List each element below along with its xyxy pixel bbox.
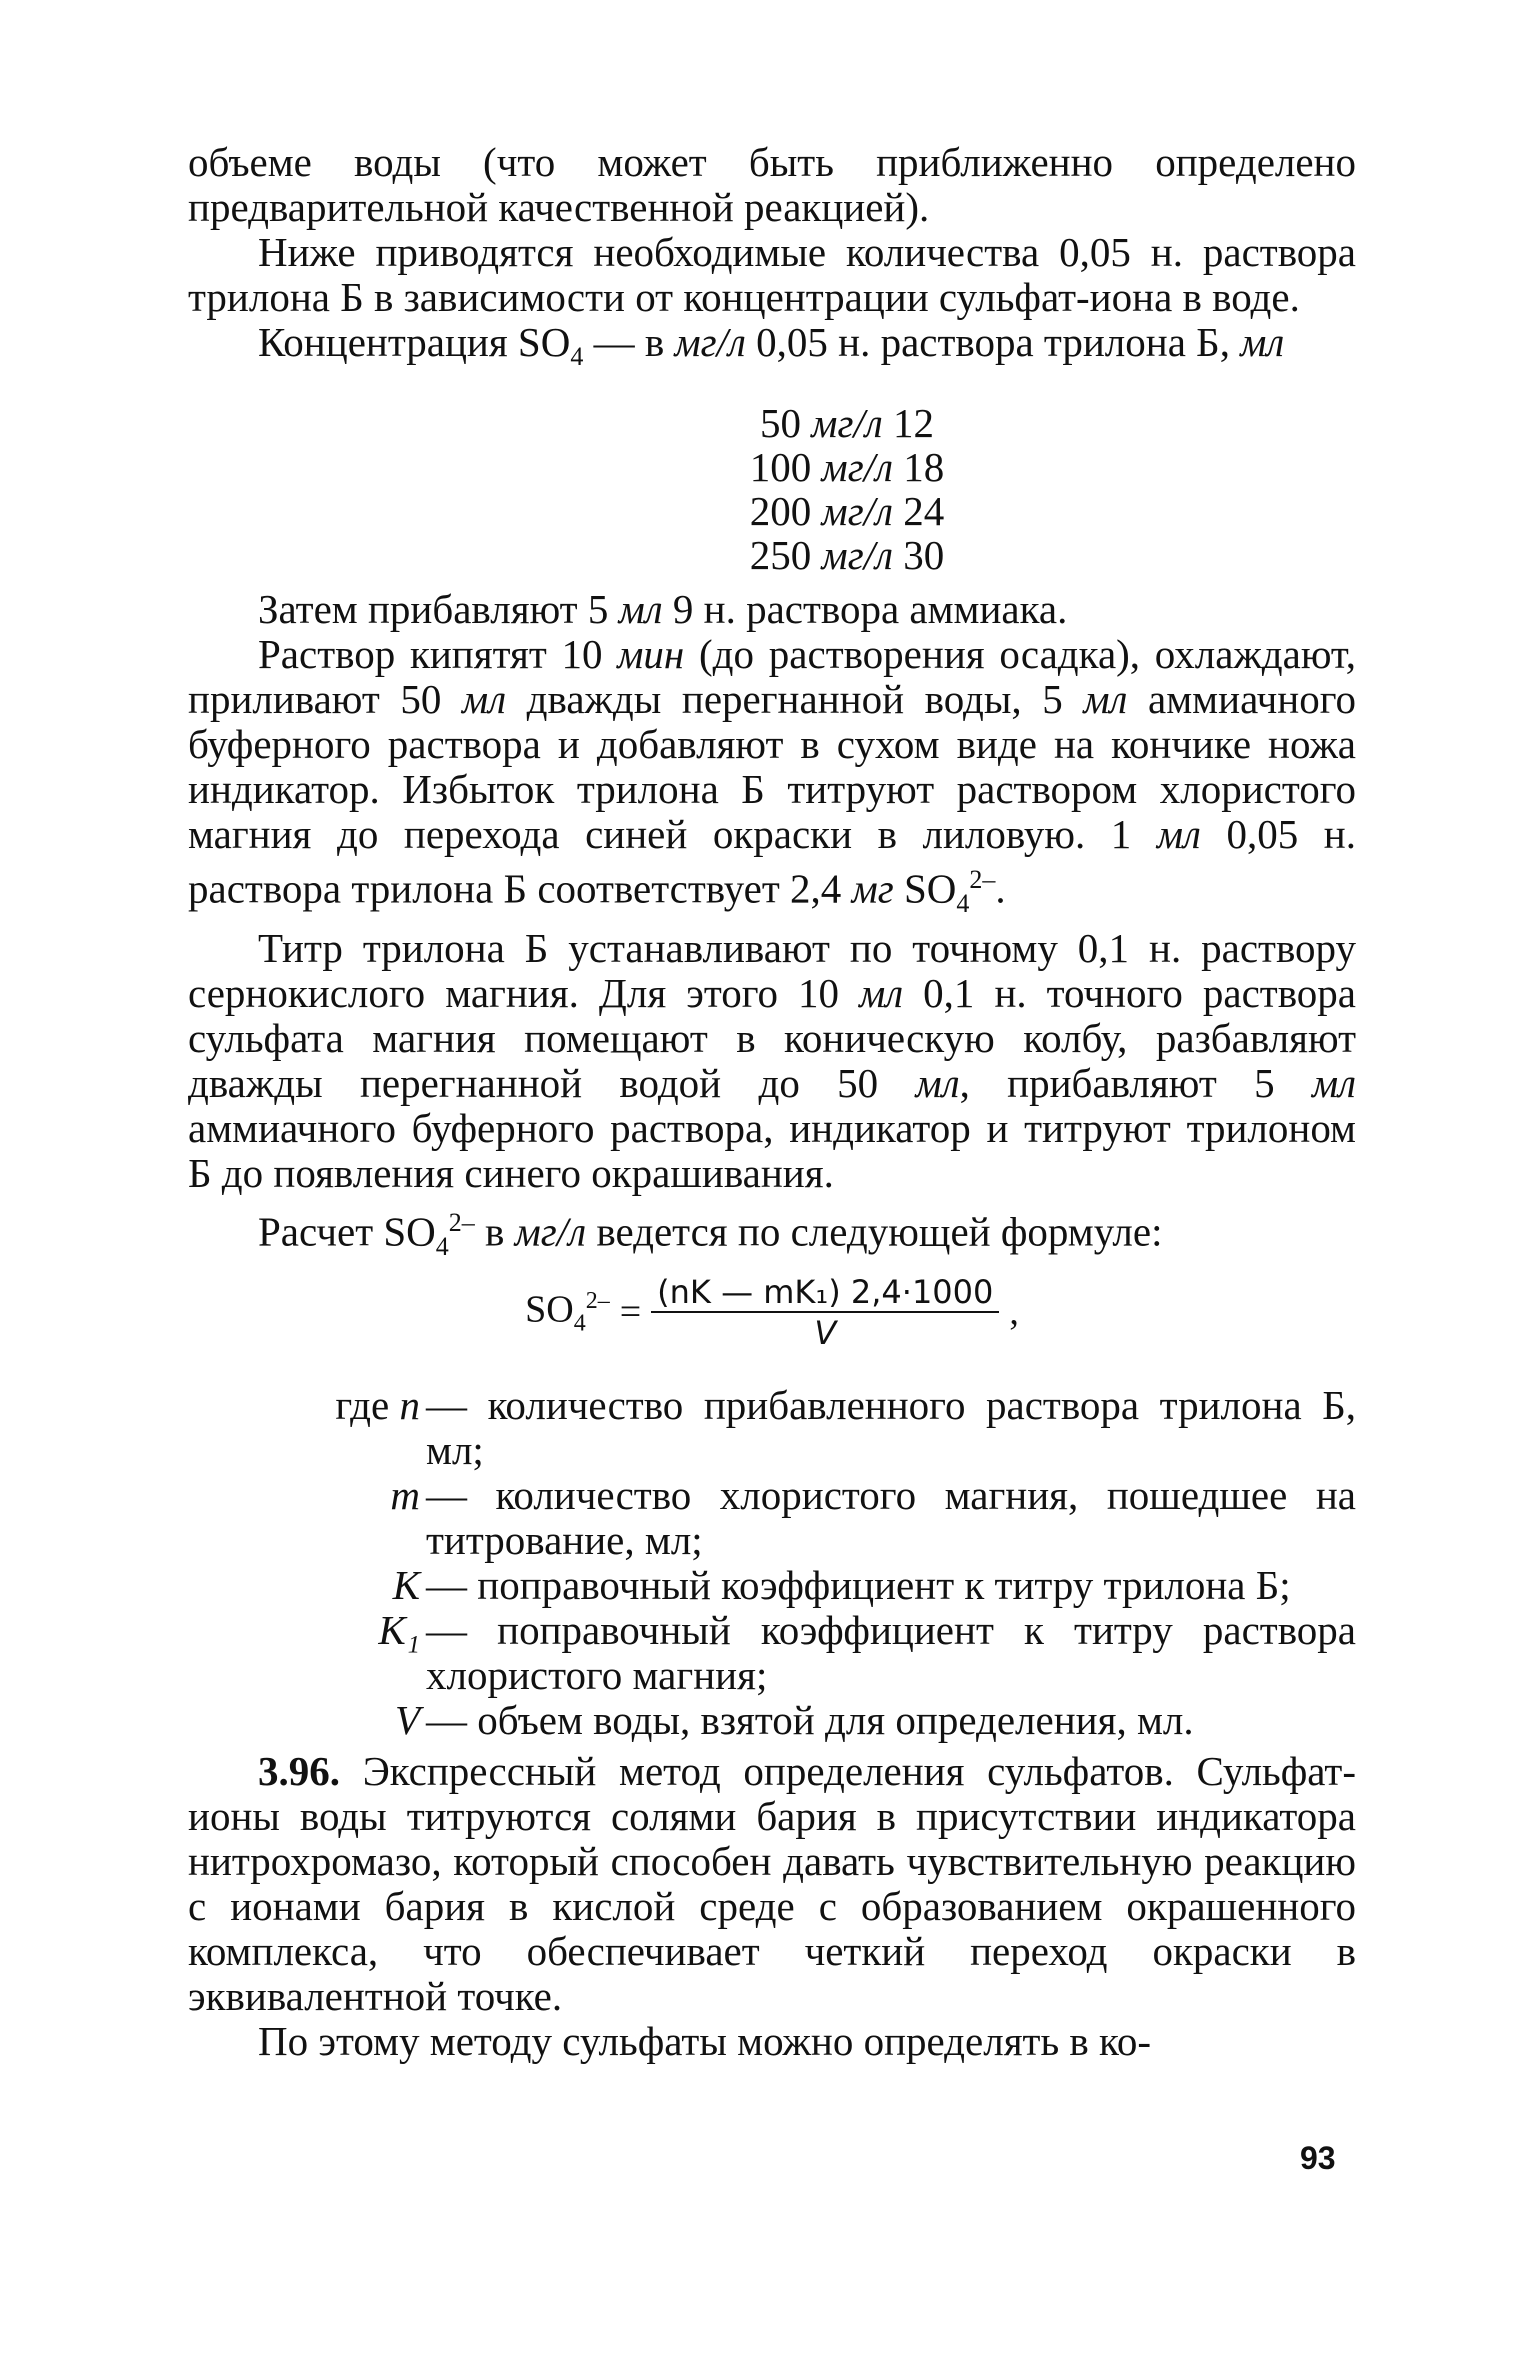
- paragraph: объеме воды (что может быть приближенно определено предварительной качественной реакцией).: [188, 139, 1356, 230]
- formula-numerator: (nK — mK₁) 2,4·1000: [651, 1273, 999, 1313]
- table-row: 200 мг/л 24: [749, 488, 945, 535]
- table-row: 100 мг/л 18: [749, 444, 945, 491]
- table-row: 50 мг/л 12: [760, 400, 934, 447]
- concentration-table: [188, 401, 1356, 577]
- section-number: 3.96.: [258, 1747, 340, 1794]
- table-caption: Концентрация $SO_4$ — в мг/л 0,05 н. раствора трилона Б, мл: [258, 319, 1285, 372]
- paragraph: По этому методу сульфаты можно определять в ко-: [258, 2017, 1152, 2064]
- formula-lhs: $SO_4^{2-}$: [525, 1288, 610, 1337]
- definition-item: m — количество хлористого магния, пошедшее на титрование, мл;: [390, 1471, 1356, 1563]
- paragraph: Расчет $SO_4^{2-}$ в мг/л ведется по следующей формуле:: [258, 1208, 1163, 1261]
- section-paragraph: 3.96. Экспрессный метод определения сульфатов. Сульфат-ионы воды титруются солями бария в присутствии индикатора нитрохромазо, который способен давать чувствительную реакцию с ионами бария в кислой среде с образованием окрашенного комплекса, что обеспечивает четкий переход окраски в эквивалентной точке.: [188, 1747, 1356, 2019]
- paragraph: Затем прибавляют 5 мл 9 н. раствора аммиака.: [258, 586, 1068, 633]
- formula-equals: =: [619, 1291, 642, 1334]
- definition-item: V — объем воды, взятой для определения, мл.: [394, 1696, 1194, 1743]
- definition-item: K — поправочный коэффициент к титру трилона Б;: [392, 1561, 1291, 1608]
- formula-fraction: [651, 1273, 999, 1353]
- paragraph: Ниже приводятся необходимые количества 0,05 н. раствора трилона Б в зависимости от концентрации сульфат-иона в воде.: [188, 229, 1356, 320]
- page-number: 93: [1300, 2140, 1336, 2176]
- definition-item: K₁ — поправочный коэффициент к титру раствора хлористого магния;: [378, 1606, 1356, 1698]
- formula-denominator: V: [814, 1313, 837, 1352]
- definitions-list: [188, 1383, 1356, 1743]
- paragraph: Титр трилона Б устанавливают по точному 0,1 н. раствору сернокислого магния. Для этого 10 мл 0,1 н. точного раствора сульфата магния помещают в коническую колбу, разбавляют дважды перегнанной водой до 50 мл, прибавляют 5 мл аммиачного буферного раствора, индикатор и титруют трилоном Б до появления синего окрашивания.: [188, 925, 1356, 1197]
- sulfate-formula: [188, 1273, 1356, 1353]
- page-body: [188, 140, 1356, 2064]
- paragraph: Раствор кипятят 10 мин (до растворения осадка), охлаждают, приливают 50 мл дважды перегнанной воды, 5 мл аммиачного буферного раствора и добавляют в сухом виде на кончике ножа индикатор. Избыток трилона Б титруют раствором хлористого магния до перехода синей окраски в лиловую. 1 мл 0,05 н. раствора трилона Б соответствует 2,4 мг $SO_4^{2-}$.: [188, 631, 1356, 919]
- formula-trail: ,: [1009, 1291, 1019, 1334]
- definition-item: где n — количество прибавленного раствора трилона Б, мл;: [335, 1381, 1356, 1473]
- table-row: 250 мг/л 30: [749, 532, 945, 579]
